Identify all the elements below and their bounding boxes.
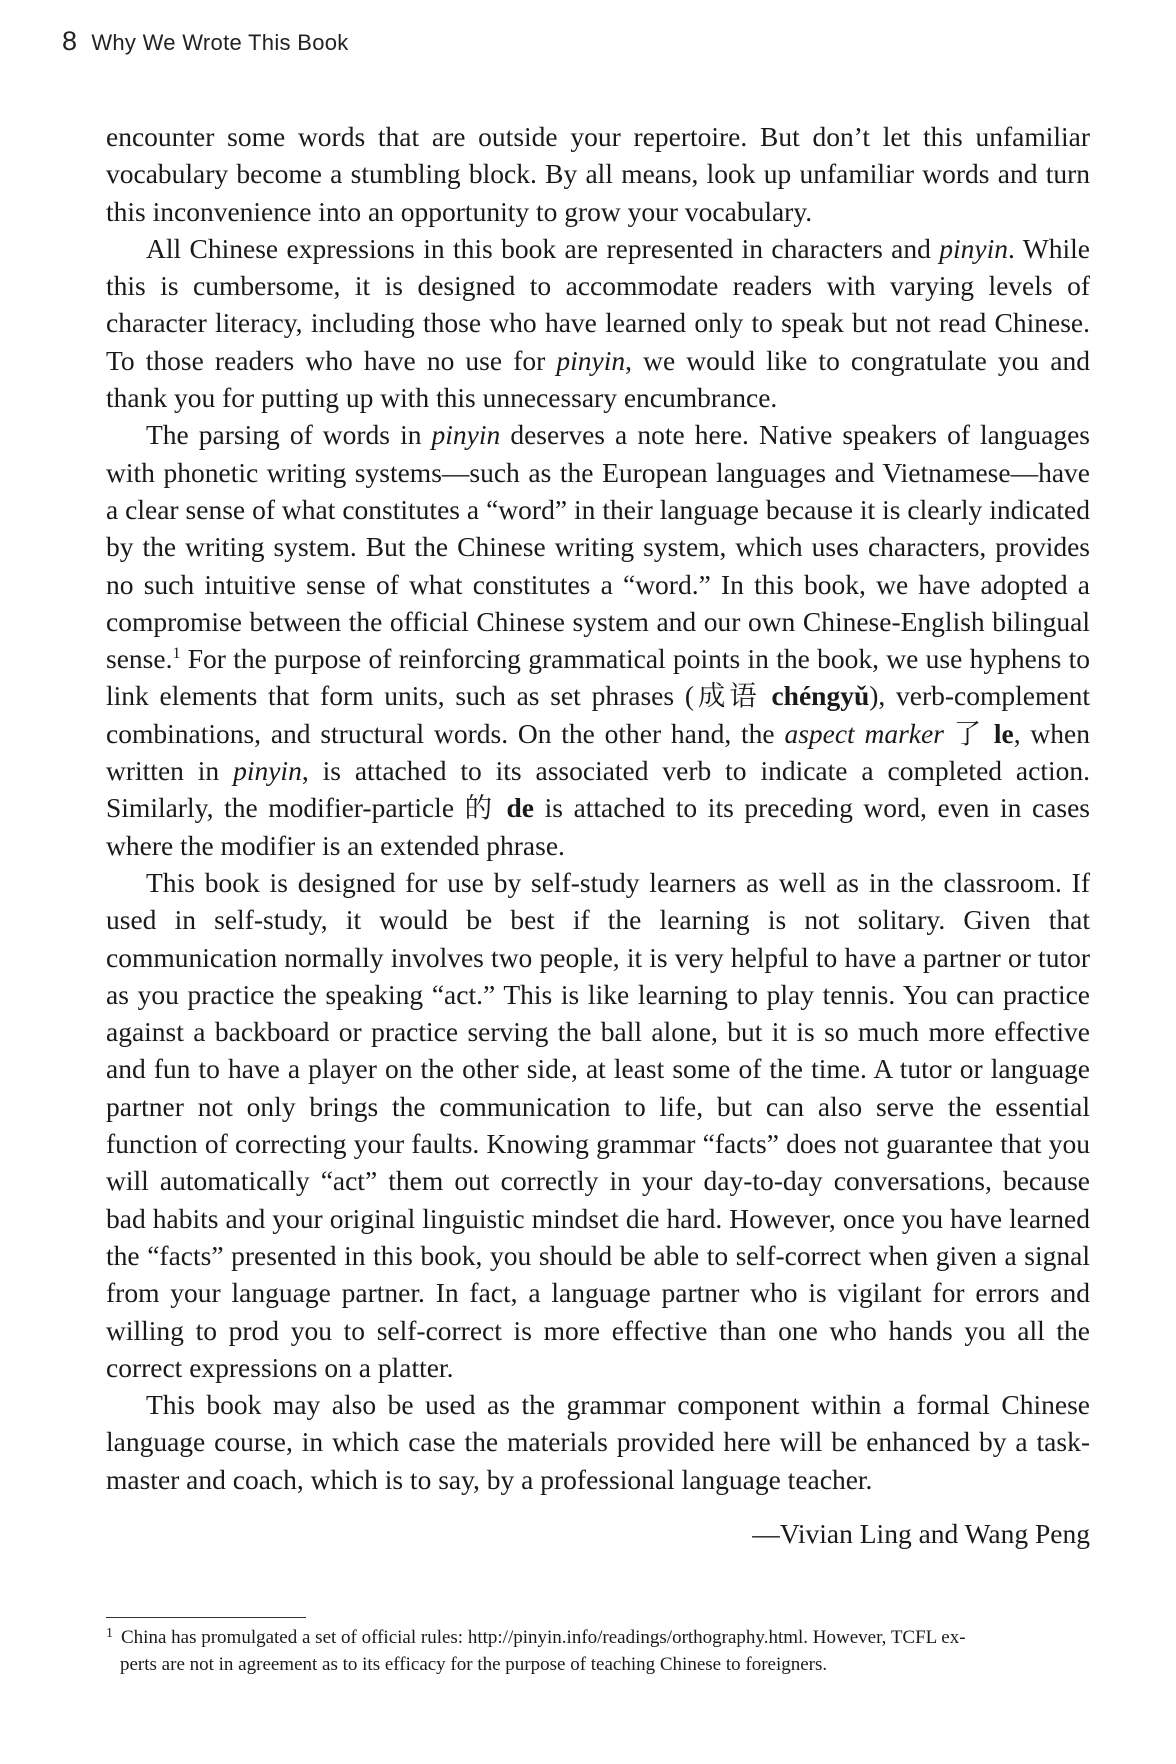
term-le: le (993, 717, 1014, 749)
paragraph-3-text-b: deserves a note here. Native speakers of languages with phonetic writing systems—such as the European languages and Vietnamese—have a clear sense of what constitutes a “word” in their language because it is clearly indicated by the writing system. But the Chinese writing system, which uses characters, provides no such intuitive sense of what constitutes a “word.” In this book, we have adopted a compromise between the official Chinese system and our own Chinese-English bilingual sense. (106, 419, 1090, 675)
body-text (106, 118, 1090, 1498)
paragraph-3-text-d: ), verb-complement combinations, and structural words. On the other hand, the (106, 680, 1090, 749)
term-pinyin: pinyin (431, 419, 501, 451)
paragraph-3-text-e: 了 (943, 717, 994, 749)
footnote-text-1: China has promulgated a set of official rules: http://pinyin.info/readings/orthography.html. However, TCFL ex- (121, 1627, 966, 1648)
paragraph-3-text-h: is attached to its preceding word, even in cases where the modifier is an extended phrase. (106, 792, 1090, 861)
paragraph-4: This book is designed for use by self-study learners as well as in the classroom. If used in self-study, it would be best if the learning is not solitary. Given that communication normally involves two people, it is very helpful to have a partner or tutor as you practice the speaking “act.” This is like learning to play tennis. You can practice against a backboard or practice serving the ball alone, but it is so much more effective and fun to have a player on the other side, at least some of the time. A tutor or language partner not only brings the communication to life, but can also serve the essential function of correcting your faults. Knowing grammar “facts” does not guarantee that you will automatically “act” them out correctly in your day-to-day conversations, because bad habits and your original linguistic mindset die hard. However, once you have learned the “facts” presented in this book, you should be able to self-correct when given a signal from your language partner. In fact, a language partner who is vigilant for errors and willing to prod you to self-correct is more effective than one who hands you all the correct expressions on a platter. (106, 866, 1090, 1383)
running-header (62, 26, 349, 57)
term-pinyin: pinyin (939, 232, 1009, 264)
footnote (106, 1624, 1090, 1678)
footnote-marker: 1 (106, 1626, 113, 1641)
paragraph-1: encounter some words that are outside your repertoire. But don’t let this unfamiliar vocabulary become a stumbling block. By all means, look up unfamiliar words and turn this inconvenience into an opportunity to grow your vocabulary. (106, 121, 1090, 227)
paragraph-3 (106, 416, 1090, 864)
term-chengyu: chéngyǔ (771, 680, 870, 712)
author-signature: —Vivian Ling and Wang Peng (752, 1518, 1090, 1549)
paragraph-3-text-f: , when written in (106, 717, 1090, 787)
paragraph-3-text-a: The parsing of words in (146, 419, 432, 451)
paragraph-2-text-c: , we would like to congratulate you and thank you for putting up with this unnecessary encumbrance. (106, 344, 1090, 414)
term-de: de (506, 792, 534, 824)
term-pinyin: pinyin (556, 344, 626, 376)
page-number: 8 (62, 26, 78, 56)
paragraph-2-text-b: . While this is cumbersome, it is designed to accommodate readers with varying levels of character literacy, including those who have learned only to speak but not read Chinese. To those readers who have no use for (106, 232, 1090, 376)
term-pinyin: pinyin (233, 755, 302, 787)
footnote-divider (106, 1617, 306, 1618)
paragraph-3-text-c: For the purpose of reinforcing grammatical points in the book, we use hyphens to link elements that form units, such as set phrases (成语 (106, 643, 1090, 712)
footnote-line-2: perts are not in agreement as to its efficacy for the purpose of teaching Chinese to foreigners. (120, 1654, 828, 1675)
paragraph-3-text-g: , is attached to its associated verb to indicate a completed action. Similarly, the modifier-particle 的 (106, 755, 1090, 824)
footnote-line-1 (106, 1624, 1090, 1651)
paragraph-5: This book may also be used as the grammar component within a formal Chinese language course, in which case the materials provided here will be enhanced by a task-master and coach, which is to say, by a professional language teacher. (106, 1389, 1090, 1495)
paragraph-2 (106, 230, 1090, 416)
term-aspect-marker: aspect marker (784, 717, 944, 749)
footnote-reference: 1 (172, 645, 181, 663)
running-title: Why We Wrote This Book (91, 30, 349, 55)
paragraph-2-text-a: All Chinese expressions in this book are represented in characters and (146, 232, 940, 264)
